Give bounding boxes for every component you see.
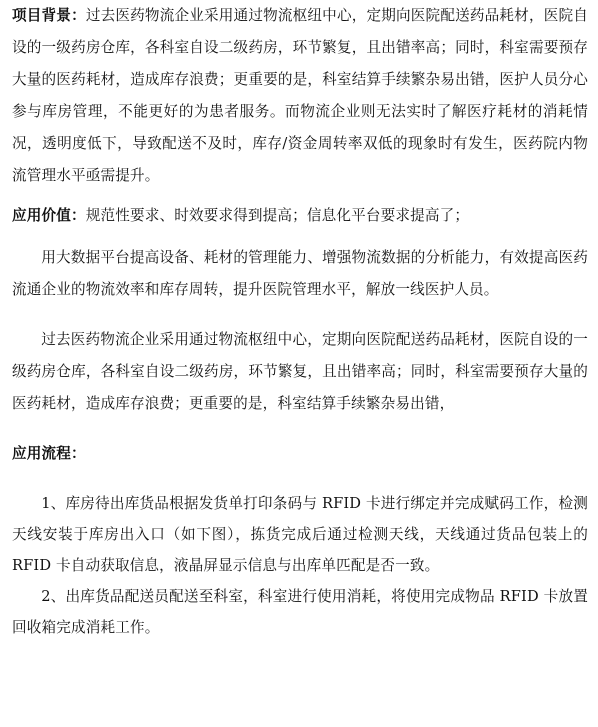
background-paragraph [12,0,588,192]
value-heading: 应用价值： [12,207,86,224]
value-paragraph [12,200,588,232]
value-body-paragraph-1: 用大数据平台提高设备、耗材的管理能力、增强物流数据的分析能力，有效提高医药流通企业的物流效率和库存周转，提升医院管理水平，解放一线医护人员。 [12,249,588,298]
value-body-paragraph-2: 过去医药物流企业采用通过物流枢纽中心，定期向医院配送药品耗材，医院自设的一级药房仓库，各科室自设二级药房，环节繁复，且出错率高；同时，科室需要预存大量的医药耗材，造成库存浪费；更重要的是，科室结算手续繁杂易出错， [12,331,588,412]
document-body [12,0,588,643]
value-text: 规范性要求、时效要求得到提高；信息化平台要求提高了； [85,207,470,224]
background-text: 过去医药物流企业采用通过物流枢纽中心，定期向医院配送药品耗材，医院自设的一级药房仓库，各科室自设二级药房，环节繁复，且出错率高；同时，科室需要预存大量的医药耗材，造成库存浪费；更重要的是，科室结算手续繁杂易出错，医护人员分心参与库房管理，不能更好的为患者服务。而物流企业则无法实时了解医疗耗材的消耗情况，透明度低下，导致配送不及时，库存/资金周转率双低的现象时有发生，医药院内物流管理水平亟需提升。 [12,7,588,184]
process-heading-paragraph [12,438,588,470]
background-heading: 项目背景： [12,7,86,24]
process-heading: 应用流程： [12,445,86,462]
process-step-2: 2、出库货品配送员配送至科室，科室进行使用消耗，将使用完成物品 RFID 卡放置回收箱完成消耗工作。 [12,588,588,636]
process-step-1: 1、库房待出库货品根据发货单打印条码与 RFID 卡进行绑定并完成赋码工作，检测天线安装于库房出入口（如下图），拣货完成后通过检测天线，天线通过货品包装上的 RFID 卡自动获取信息，液晶屏显示信息与出库单匹配是否一致。 [12,495,588,574]
